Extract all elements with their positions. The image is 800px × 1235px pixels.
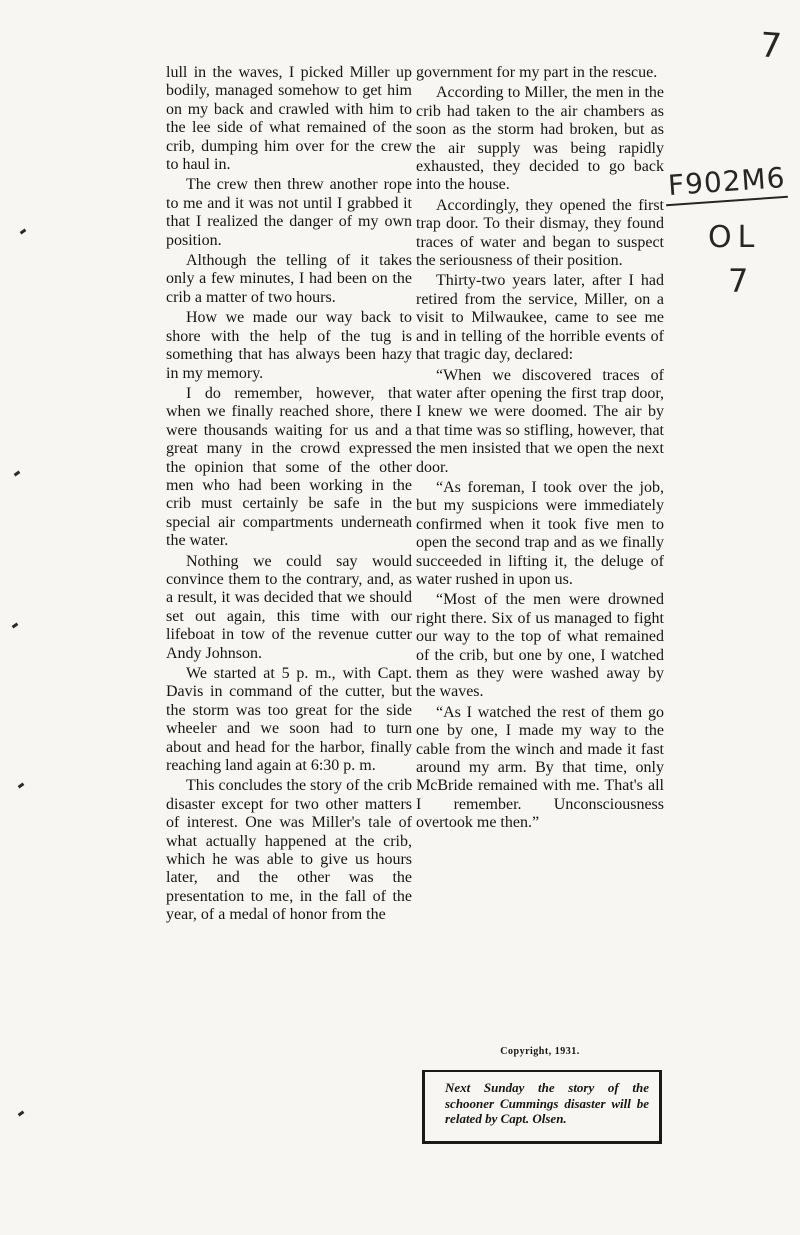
paragraph: Nothing we could say would convince them to the contrary, and, as a result, it was decided that we should set out again, this time with our lifeboat in tow of the revenue cutter Andy Johnson. bbox=[166, 552, 412, 662]
copyright-notice: Copyright, 1931. bbox=[500, 1046, 580, 1057]
paragraph: “When we discovered traces of water after opening the first trap door, I knew we were doomed. The air by that time was so stifling, however, that the men insisted that we open the next door. bbox=[416, 366, 664, 476]
paragraph: We started at 5 p. m., with Capt. Davis in command of the cutter, but the storm was too great for the side wheeler and we soon had to turn about and head for the harbor, finally reaching land again at 6:30 p. m. bbox=[166, 665, 412, 775]
paragraph: How we made our way back to shore with the help of the tug is something that has always been hazy in my memory. bbox=[166, 309, 412, 382]
paragraph: The crew then threw another rope to me and it was not until I grabbed it that I realized the danger of my own position. bbox=[166, 176, 412, 249]
paragraph: Thirty-two years later, after I had retired from the service, Miller, on a visit to Milwaukee, came to see me and in telling of the horrible events of that tragic day, declared: bbox=[416, 272, 664, 364]
paragraph: According to Miller, the men in the crib had taken to the air chambers as soon as the storm had broken, but as the air supply was being rapidly exhausted, they decided to go back into the house. bbox=[416, 84, 664, 194]
article-column-left bbox=[166, 64, 412, 927]
paragraph: This concludes the story of the crib disaster except for two other matters of interest. One was Miller's tale of what actually happened at the crib, which he was able to give us hours later, and the other was the presentation to me, in the fall of the year, of a medal of honor from the bbox=[166, 777, 412, 924]
paragraph: I do remember, however, that when we finally reached shore, there were thousands waiting for us and a great many in the crowd expressed the opinion that some of the other men who had been working in the crib must certainly be safe in the special air compartments underneath the water. bbox=[166, 384, 412, 550]
paragraph: “Most of the men were drowned right there. Six of us managed to fight our way to the top of what remained of the crib, but one by one, I watched them as they were washed away by the waves. bbox=[416, 591, 664, 701]
article-column-right bbox=[416, 64, 664, 835]
margin-mark bbox=[18, 783, 25, 789]
margin-mark bbox=[14, 471, 21, 477]
margin-mark bbox=[12, 623, 19, 629]
margin-mark bbox=[18, 1111, 25, 1117]
promo-text: Next Sunday the story of the schooner Cummings disaster will be related by Capt. Olsen. bbox=[445, 1080, 649, 1126]
handwritten-initials: OL bbox=[708, 220, 761, 255]
paragraph: Accordingly, they opened the first trap door. To their dismay, they found traces of water and began to suspect the seriousness of their position. bbox=[416, 196, 664, 270]
paragraph: government for my part in the rescue. bbox=[416, 64, 658, 81]
paragraph: lull in the waves, I picked Miller up bodily, managed somehow to get him on my back and crawled with him to the lee side of what remained of the crib, dumping him over for the crew to haul in. bbox=[166, 64, 412, 174]
handwritten-side-page-number: 7 bbox=[728, 262, 749, 300]
handwritten-archive-code: F902M6 bbox=[666, 160, 787, 203]
margin-mark bbox=[20, 229, 27, 235]
handwritten-page-number: 7 bbox=[758, 25, 784, 67]
next-sunday-promo-box bbox=[422, 1070, 662, 1144]
paragraph: “As I watched the rest of them go one by one, I made my way to the cable from the winch and made it fast around my arm. By that time, only McBride remained with me. That's all I remember. Unconsciousness overtook me then.” bbox=[416, 703, 664, 832]
paragraph: “As foreman, I took over the job, but my suspicions were immediately confirmed when it took five men to open the second trap and as we finally succeeded in lifting it, the deluge of water rushed in upon us. bbox=[416, 478, 664, 588]
paragraph: Although the telling of it takes only a few minutes, I had been on the crib a matter of two hours. bbox=[166, 252, 412, 306]
